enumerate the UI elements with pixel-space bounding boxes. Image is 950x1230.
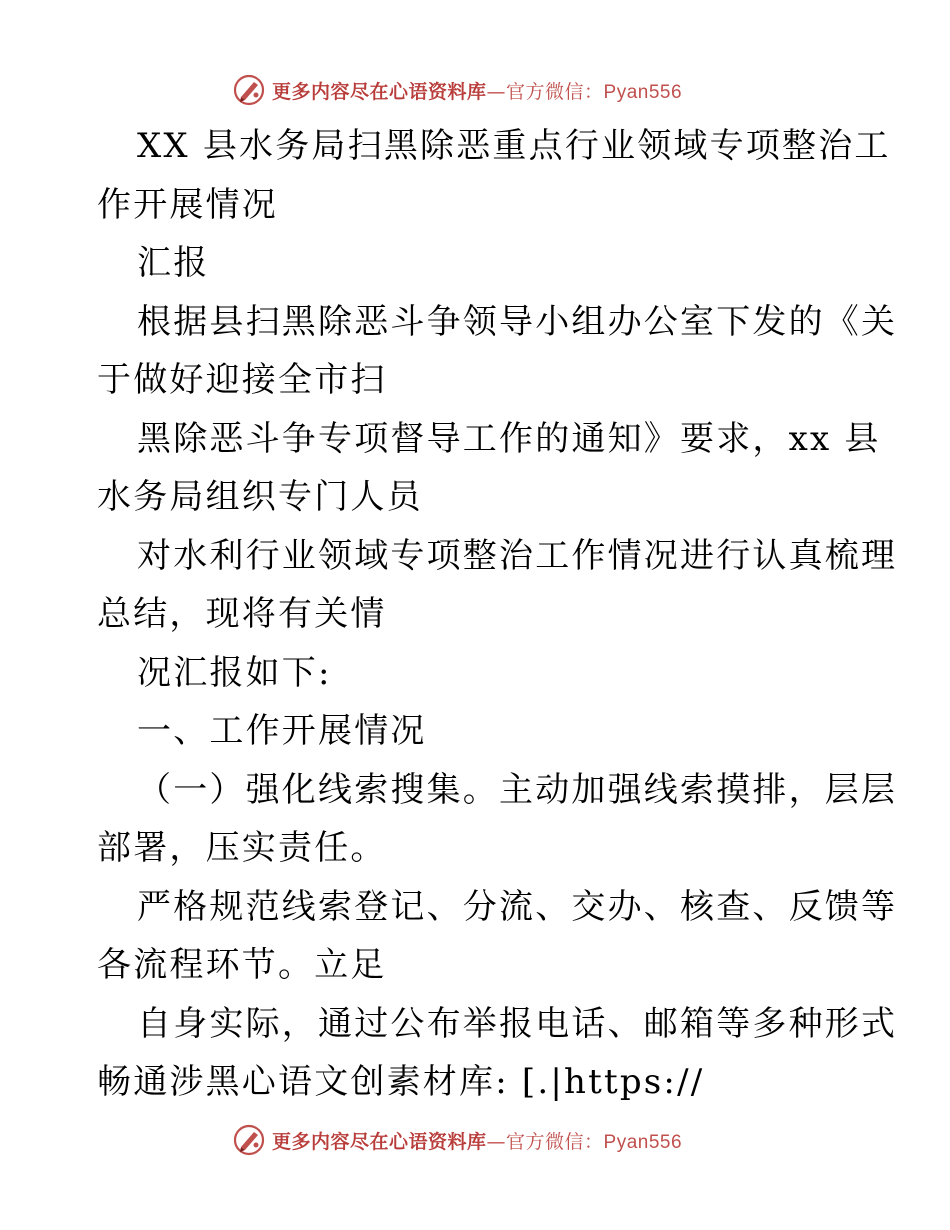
text-line: 对水利行业领域专项整治工作情况进行认真梳理 [137,535,898,576]
text-line: 汇报 [137,243,210,283]
watermark-header [232,72,682,108]
watermark-sub-text: 官方微信： [506,80,604,103]
text-line: （一）强化线索搜集。主动加强线索摸排，层层 [137,769,898,810]
text-line: 总结，现将有关情 [97,594,387,634]
text-line: 况汇报如下: [137,652,332,693]
watermark-dash: — [486,80,507,103]
text-line: 根据县扫黑除恶斗争领导小组办公室下发的《关 [137,301,898,342]
watermark-wechat-id: Pyan556 [603,81,683,103]
watermark-main-text: 更多内容尽在心语资料库 [272,1130,487,1153]
watermark-main-text: 更多内容尽在心语资料库 [272,80,487,103]
document-body [97,117,898,1112]
brand-logo-icon [232,1123,266,1157]
text-line: 黑除恶斗争专项督导工作的通知》要求，xx 县 [137,418,881,459]
watermark-sub-text: 官方微信： [506,1130,604,1153]
text-line: 各流程环节。立足 [97,945,387,985]
text-line: 部署，压实责任。 [97,828,387,868]
text-line: 水务局组织专门人员 [97,477,423,517]
text-line: XX 县水务局扫黑除恶重点行业领域专项整治工 [137,126,891,166]
text-line: 作开展情况 [97,184,278,225]
text-line: 畅通涉黑心语文创素材库: [.|https:// [97,1062,705,1102]
text-line: 一、工作开展情况 [137,711,427,751]
text-line: 严格规范线索登记、分流、交办、核查、反馈等 [137,886,898,927]
watermark-wechat-id: Pyan556 [603,1131,683,1153]
text-line: 自身实际，通过公布举报电话、邮箱等多种形式 [137,1003,898,1044]
watermark-footer [232,1122,682,1158]
text-line: 于做好迎接全市扫 [97,360,387,400]
brand-logo-icon [232,73,266,107]
watermark-dash: — [486,1130,507,1153]
